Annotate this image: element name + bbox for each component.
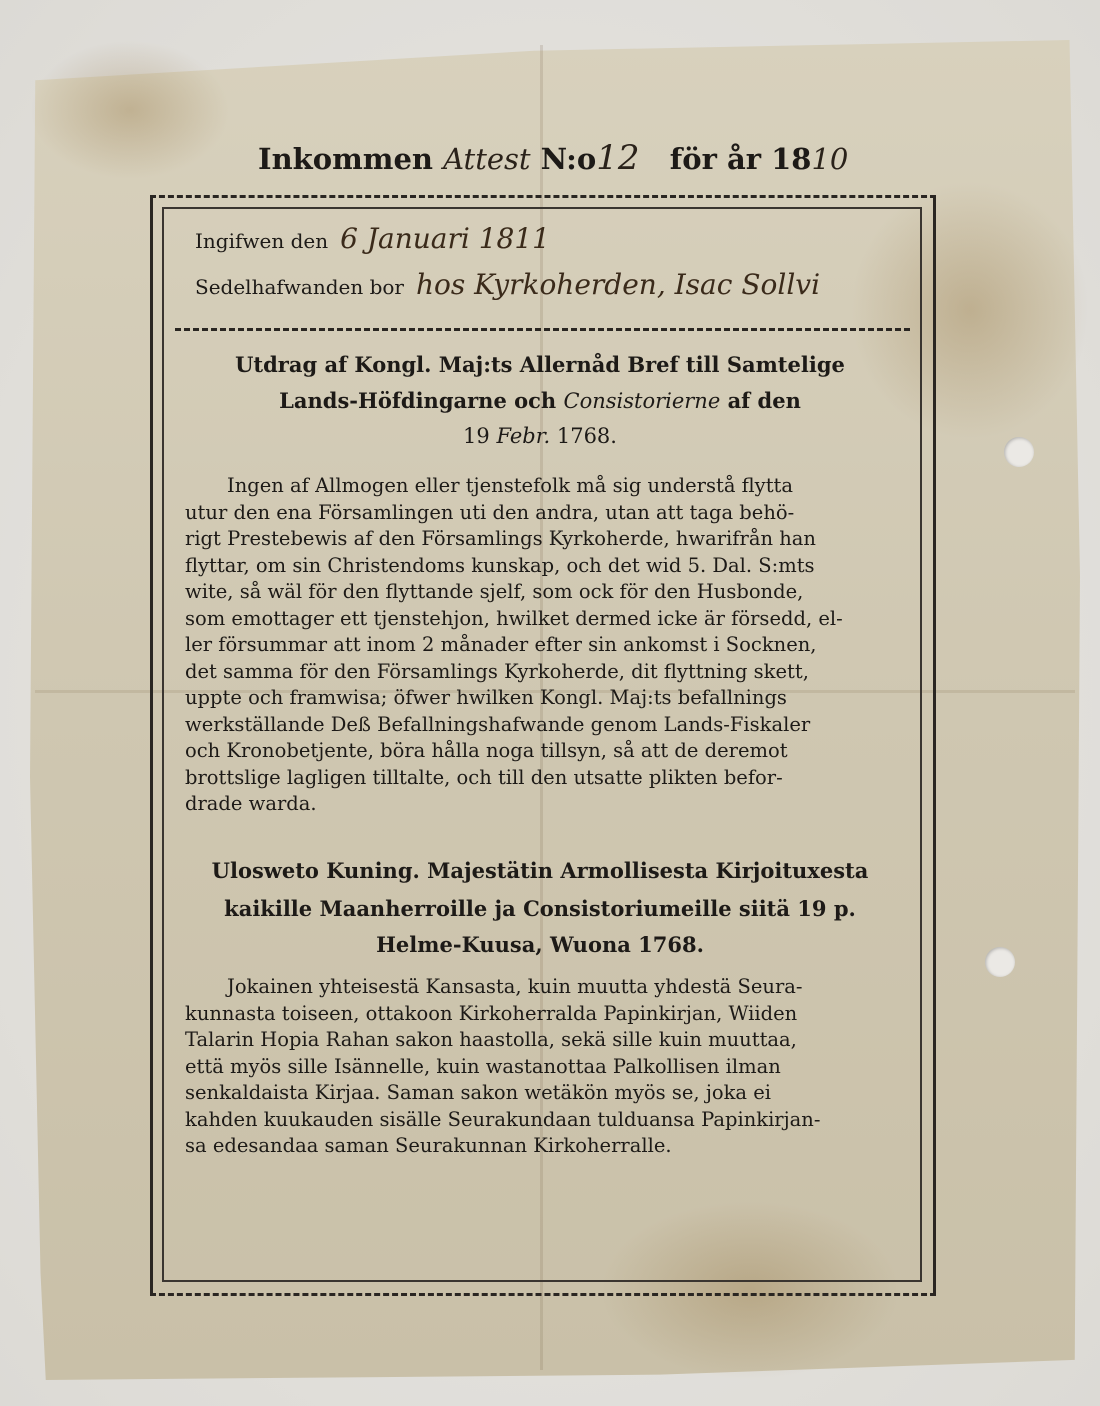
swedish-body <box>185 473 913 818</box>
ingifwen-label: Ingifwen den <box>195 229 329 253</box>
header-separator <box>175 328 910 331</box>
header-year-label: för år 18 <box>669 142 812 176</box>
swedish-body-line: det samma för den Församlings Kyrkoherde, dit flyttning skett, <box>185 659 809 683</box>
swedish-body-line: rigt Prestebewis af den Församlings Kyrkoherde, hwarifrån han <box>185 527 816 550</box>
sedelhafwanden-label: Sedelhafwanden bor <box>195 275 404 299</box>
finnish-body-line: kunnasta toiseen, ottakoon Kirkoherralda Papinkirjan, Wiiden <box>185 1001 798 1025</box>
sedelhafwanden-field <box>195 268 820 301</box>
swedish-body-line: och Kronobetjente, böra hålla noga tillsyn, så att de deremot <box>185 739 788 762</box>
swedish-body-line: uppte och framwisa; öfwer hwilken Kongl. Maj:ts befallnings <box>185 686 787 709</box>
finnish-heading-line1: Ulosweto Kuning. Majestätin Armollisesta Kirjoituxesta <box>211 858 869 883</box>
swedish-heading-date <box>170 424 910 448</box>
finnish-body-line: kahden kuukauden sisälle Seurakundaan tulduansa Papinkirjan- <box>185 1107 821 1131</box>
header-number-handwritten: 12 <box>596 138 640 178</box>
sedelhafwanden-value-handwritten: hos Kyrkoherden, Isac Sollvi <box>415 268 821 301</box>
swedish-body-line: Ingen af Allmogen eller tjenstefolk må sig understå flytta <box>227 474 793 497</box>
swedish-heading-line2 <box>170 388 910 413</box>
ingifwen-value-handwritten: 6 Januari 1811 <box>340 222 550 255</box>
document-header <box>258 138 898 178</box>
punch-hole <box>985 947 1015 977</box>
swedish-body-line: ler försummar att inom 2 månader efter sin ankomst i Socknen, <box>185 633 817 656</box>
swedish-body-line: drade warda. <box>185 792 317 815</box>
finnish-body-line: Talarin Hopia Rahan sakon haastolla, sekä sille kuin muuttaa, <box>185 1028 797 1051</box>
swedish-body-line: flyttar, om sin Christendoms kunskap, och det wid 5. Dal. S:mts <box>185 553 815 577</box>
swedish-heading-line2-b: af den <box>727 388 801 413</box>
finnish-body-line: että myös sille Isännelle, kuin wastanottaa Palkollisen ilman <box>185 1054 781 1078</box>
header-attest-handwritten: Attest <box>443 142 531 176</box>
header-prefix: Inkommen <box>258 142 433 176</box>
ingifwen-field <box>195 222 550 255</box>
swedish-body-line: som emottager ett tjenstehjon, hwilket dermed icke är försedd, el- <box>185 606 843 630</box>
header-number-label: N:o <box>540 142 597 176</box>
finnish-body-line: sa edesandaa saman Seurakunnan Kirkoherralle. <box>185 1134 672 1157</box>
swedish-body-line: utur den ena Församlingen uti den andra, utan att taga behö- <box>185 500 795 524</box>
finnish-body-line: Jokainen yhteisestä Kansasta, kuin muutta yhdestä Seura- <box>227 975 803 998</box>
finnish-body <box>185 974 913 1160</box>
swedish-heading-date-year: 1768. <box>556 424 617 448</box>
swedish-body-line: wite, så wäl för den flyttande sjelf, som ock för den Husbonde, <box>185 580 804 603</box>
swedish-body-line: brottslige lagligen tilltalte, och till den utsatte plikten befor- <box>185 765 783 789</box>
swedish-heading-date-month: Febr. <box>496 424 551 448</box>
swedish-heading-line2-italic: Consistorierne <box>563 389 721 413</box>
swedish-body-line: werkställande Deß Befallningshafwande genom Lands-Fiskaler <box>185 712 811 736</box>
finnish-heading-line2: kaikille Maanherroille ja Consistoriumeille siitä 19 p. <box>224 896 856 921</box>
finnish-heading-line3: Helme-Kuusa, Wuona 1768. <box>376 932 704 957</box>
header-year-handwritten: 10 <box>811 142 849 176</box>
finnish-body-line: senkaldaista Kirjaa. Saman sakon wetäkön myös se, joka ei <box>185 1081 772 1104</box>
swedish-heading-date-day: 19 <box>463 424 490 448</box>
punch-hole <box>1004 437 1034 467</box>
swedish-heading-line1: Utdrag af Kongl. Maj:ts Allernåd Bref till Samtelige <box>235 352 845 377</box>
swedish-heading-line2-a: Lands-Höfdingarne och <box>279 388 557 413</box>
